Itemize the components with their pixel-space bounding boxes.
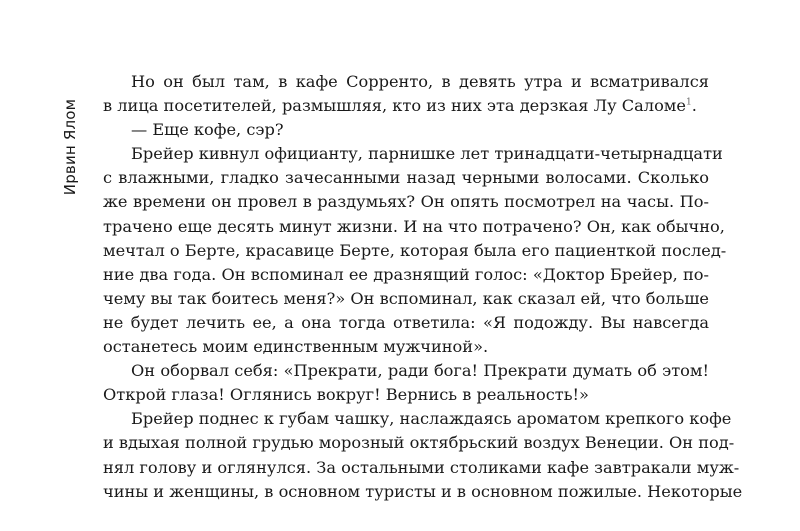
text-line: с влажными, гладко зачесанными назад черными волосами. Сколько bbox=[103, 168, 709, 188]
text-line: не будет лечить ее, а она тогда ответила: «Я подожду. Вы навсегда bbox=[103, 312, 709, 332]
text-line: Брейер кивнул официанту, парнишке лет тринадцати-четырнадцати bbox=[131, 144, 723, 164]
text-line: трачено еще десять минут жизни. И на что потрачено? Он, как обычно, bbox=[103, 216, 725, 236]
text-line: мечтал о Берте, красавице Берте, которая была его пациенткой послед- bbox=[103, 240, 727, 260]
text-line bbox=[103, 94, 709, 118]
text-line: ние два года. Он вспоминал ее дразнящий голос: «Доктор Брейер, по- bbox=[103, 264, 709, 284]
text-line: — Еще кофе, сэр? bbox=[131, 120, 284, 140]
text-line: Открой глаза! Оглянись вокруг! Вернись в реальность!» bbox=[103, 385, 589, 405]
author-name: Ирвин Ялом bbox=[61, 98, 80, 196]
text-line: нял голову и оглянулся. За остальными столиками кафе завтракали муж- bbox=[103, 457, 740, 477]
text-line-punctuation: . bbox=[691, 96, 697, 116]
text-line: Брейер поднес к губам чашку, наслаждаясь ароматом крепкого кофе bbox=[131, 409, 732, 429]
text-line: же времени он провел в раздумьях? Он опять посмотрел на часы. По- bbox=[103, 192, 709, 212]
text-line: чему вы так боитесь меня?» Он вспоминал, как сказал ей, что больше bbox=[103, 288, 709, 308]
text-line: Но он был там, в кафе Сорренто, в девять утра и всматривался bbox=[131, 72, 709, 91]
text-line-content: в лица посетителей, размышляя, кто из них эта дерзкая Лу Саломе bbox=[103, 96, 686, 116]
running-head bbox=[56, 72, 84, 222]
text-line: останетесь моим единственным мужчиной». bbox=[103, 337, 489, 357]
text-line: Он оборвал себя: «Прекрати, ради бога! Прекрати думать об этом! bbox=[131, 361, 709, 381]
text-line: и вдыхая полной грудью морозный октябрьский воздух Венеции. Он под- bbox=[103, 433, 735, 453]
body-text bbox=[103, 70, 743, 504]
footnote-marker[interactable]: 1 bbox=[685, 97, 692, 108]
text-line: чины и женщины, в основном туристы и в основном пожилые. Некоторые bbox=[103, 481, 743, 501]
